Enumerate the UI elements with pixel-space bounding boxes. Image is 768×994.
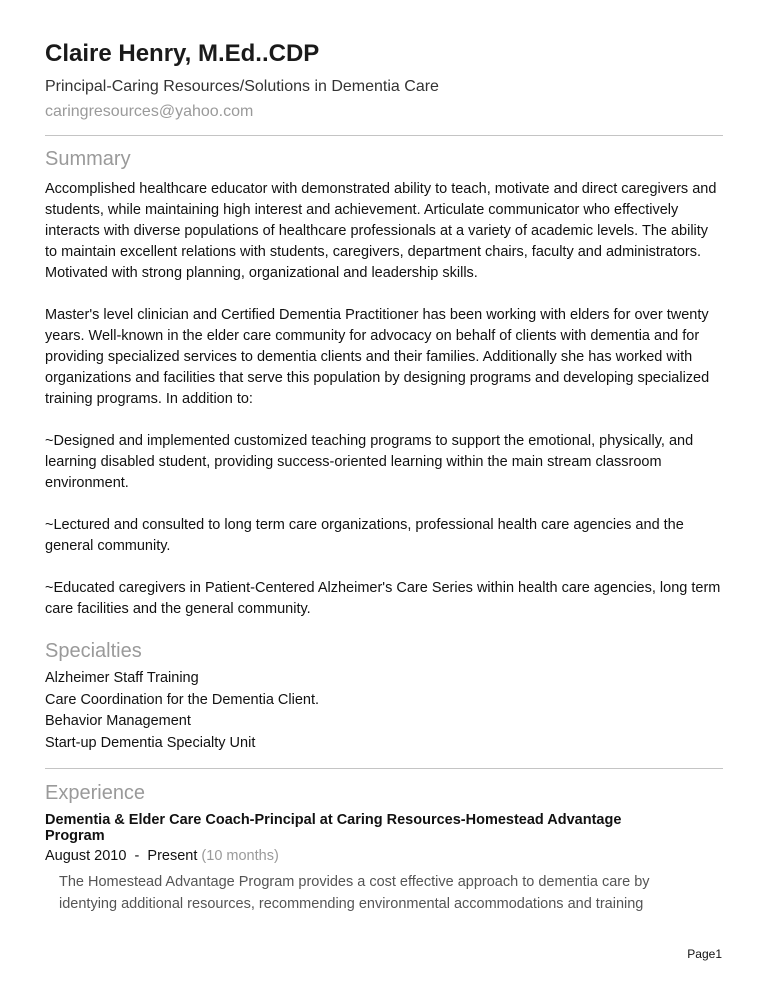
profile-name: Claire Henry, M.Ed..CDP [45,40,320,67]
job-title: Dementia & Elder Care Coach-Principal at Caring Resources-Homestead Advantage Program [45,812,622,844]
summary-body [45,179,723,620]
experience-divider [45,768,723,769]
specialty-item: Behavior Management [45,713,191,729]
summary-paragraph: ~Designed and implemented customized teaching programs to support the emotional, physically, and learning disabled student, providing success-oriented learning within the main stream classroom environment. [45,433,694,491]
job-dates [45,848,279,864]
summary-paragraph: Master's level clinician and Certified Dementia Practitioner has been working with elders for over twenty years. Well-known in the elder care community for advocacy on behalf of clients with dementia and for providing specialized services to dementia clients and their families. Additionally she has worked with organizations and facilities that serve this population by designing programs and developing specialized training programs. In addition to: [45,307,710,407]
summary-paragraph: ~Educated caregivers in Patient-Centered Alzheimer's Care Series within health care agencies, long term care facilities and the general community. [45,580,721,617]
specialties-list [45,668,319,754]
summary-paragraph: ~Lectured and consulted to long term care organizations, professional health care agencies and the general community. [45,517,684,554]
job-start-date: August 2010 [45,848,127,864]
specialty-item: Alzheimer Staff Training [45,670,199,686]
specialty-item: Care Coordination for the Dementia Client. [45,691,320,708]
specialties-heading: Specialties [45,640,142,662]
profile-headline: Principal-Caring Resources/Solutions in Dementia Care [45,78,439,95]
experience-heading: Experience [45,782,146,804]
job-end-date: Present [147,848,198,864]
job-description: The Homestead Advantage Program provides a cost effective approach to dementia care by identying additional resources, recommending environmental accommodations and training [59,874,650,912]
page-number: Page1 [687,947,722,961]
date-separator: - [134,848,140,864]
job-duration: (10 months) [201,848,279,864]
header-divider [45,135,723,136]
profile-email: caringresources@yahoo.com [45,103,254,120]
summary-paragraph: Accomplished healthcare educator with demonstrated ability to teach, motivate and direct caregivers and students, while maintaining high interest and achievement. Articulate communicator who effectively interacts with diverse populations of healthcare professionals at a variety of academic levels. The ability to maintain excellent relations with students, caregivers, department chairs, faculty and administrators. Motivated with strong planning, organizational and leadership skills. [45,181,717,281]
summary-heading: Summary [45,148,131,170]
specialty-item: Start-up Dementia Specialty Unit [45,734,256,751]
